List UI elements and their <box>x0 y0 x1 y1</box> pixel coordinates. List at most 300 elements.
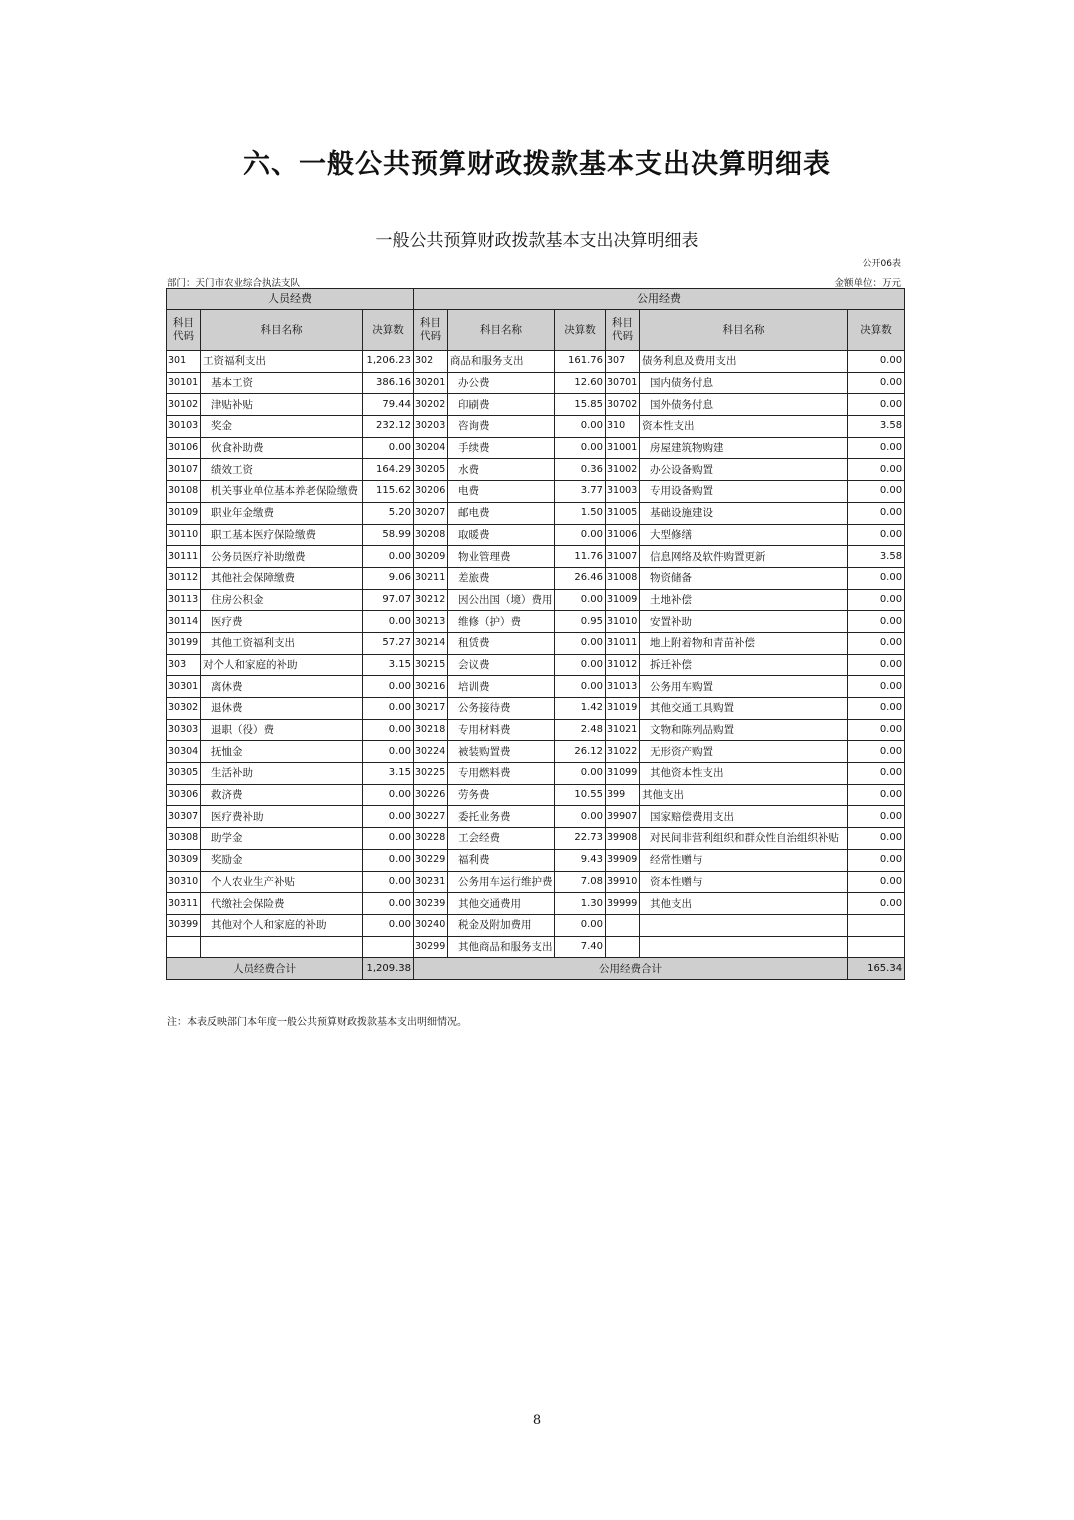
subject-name-cell: 劳务费 <box>448 784 555 806</box>
amount-cell: 0.00 <box>848 351 905 373</box>
amount-cell: 0.00 <box>363 437 414 459</box>
subject-name-cell: 生活补助 <box>201 763 363 785</box>
subject-code-cell: 30302 <box>167 698 201 720</box>
table-title: 一般公共预算财政拨款基本支出决算明细表 <box>375 231 699 251</box>
header-amount: 决算数 <box>848 310 905 351</box>
amount-cell: 0.00 <box>848 763 905 785</box>
amount-cell: 0.00 <box>848 806 905 828</box>
amount-cell <box>848 914 905 936</box>
subject-name-cell: 基本工资 <box>201 372 363 394</box>
subject-code-cell: 30205 <box>414 459 448 481</box>
subject-code-cell: 31022 <box>606 741 640 763</box>
subject-name-cell: 取暖费 <box>448 524 555 546</box>
subject-name-cell: 债务利息及费用支出 <box>640 351 848 373</box>
amount-cell: 0.00 <box>363 806 414 828</box>
subject-code-cell: 310 <box>606 416 640 438</box>
amount-cell: 0.00 <box>848 632 905 654</box>
subject-code-cell: 30207 <box>414 502 448 524</box>
subject-code-cell: 30305 <box>167 763 201 785</box>
subject-name-cell: 邮电费 <box>448 502 555 524</box>
subject-code-cell: 30399 <box>167 914 201 936</box>
subject-name-cell: 绩效工资 <box>201 459 363 481</box>
subject-name-cell: 地上附着物和青苗补偿 <box>640 632 848 654</box>
subject-name-cell: 其他交通工具购置 <box>640 698 848 720</box>
subject-code-cell: 30218 <box>414 719 448 741</box>
subject-code-cell: 31010 <box>606 611 640 633</box>
amount-cell: 164.29 <box>363 459 414 481</box>
subject-code-cell: 30108 <box>167 481 201 503</box>
subject-code-cell: 39907 <box>606 806 640 828</box>
subject-name-cell: 信息网络及软件购置更新 <box>640 546 848 568</box>
amount-cell: 0.00 <box>848 502 905 524</box>
subject-code-cell: 30309 <box>167 849 201 871</box>
subject-name-cell: 电费 <box>448 481 555 503</box>
group-personnel: 人员经费 <box>167 289 414 310</box>
amount-cell: 1.30 <box>555 893 606 915</box>
amount-cell: 26.46 <box>555 567 606 589</box>
subject-code-cell: 30311 <box>167 893 201 915</box>
table-row <box>167 567 905 589</box>
subject-code-cell: 31019 <box>606 698 640 720</box>
amount-cell: 0.00 <box>363 871 414 893</box>
amount-cell: 0.00 <box>363 719 414 741</box>
amount-cell: 0.00 <box>848 437 905 459</box>
subject-code-cell: 30202 <box>414 394 448 416</box>
table-row <box>167 481 905 503</box>
amount-cell: 3.77 <box>555 481 606 503</box>
subject-name-cell: 专用材料费 <box>448 719 555 741</box>
amount-cell: 0.00 <box>848 828 905 850</box>
subject-code-cell: 31003 <box>606 481 640 503</box>
amount-cell: 5.20 <box>363 502 414 524</box>
amount-cell: 7.40 <box>555 936 606 958</box>
subject-code-cell: 30201 <box>414 372 448 394</box>
subject-name-cell: 其他对个人和家庭的补助 <box>201 914 363 936</box>
table-row <box>167 437 905 459</box>
table-row <box>167 416 905 438</box>
subject-name-cell: 津贴补贴 <box>201 394 363 416</box>
amount-cell: 0.00 <box>848 611 905 633</box>
subject-name-cell: 房屋建筑物购建 <box>640 437 848 459</box>
subject-code-cell: 30702 <box>606 394 640 416</box>
table-row <box>167 502 905 524</box>
subject-name-cell: 文物和陈列品购置 <box>640 719 848 741</box>
amount-cell: 0.00 <box>555 806 606 828</box>
subject-name-cell: 福利费 <box>448 849 555 871</box>
subject-name-cell <box>640 914 848 936</box>
subject-code-cell: 30228 <box>414 828 448 850</box>
amount-cell: 26.12 <box>555 741 606 763</box>
subject-name-cell: 国内债务付息 <box>640 372 848 394</box>
subject-code-cell: 30308 <box>167 828 201 850</box>
amount-cell: 0.00 <box>848 719 905 741</box>
subject-name-cell: 基础设施建设 <box>640 502 848 524</box>
amount-cell: 12.60 <box>555 372 606 394</box>
amount-cell: 97.07 <box>363 589 414 611</box>
subject-name-cell: 其他社会保障缴费 <box>201 567 363 589</box>
subject-code-cell: 301 <box>167 351 201 373</box>
subject-name-cell: 物业管理费 <box>448 546 555 568</box>
amount-cell: 0.00 <box>555 676 606 698</box>
subject-code-cell: 31012 <box>606 654 640 676</box>
table-row <box>167 806 905 828</box>
amount-cell: 0.00 <box>363 914 414 936</box>
amount-cell: 0.00 <box>848 654 905 676</box>
subject-code-cell: 30304 <box>167 741 201 763</box>
subject-code-cell: 307 <box>606 351 640 373</box>
subject-name-cell: 离休费 <box>201 676 363 698</box>
table-row <box>167 719 905 741</box>
header-name: 科目名称 <box>448 310 555 351</box>
subject-name-cell: 工资福利支出 <box>201 351 363 373</box>
subject-code-cell: 303 <box>167 654 201 676</box>
amount-cell: 1.50 <box>555 502 606 524</box>
amount-cell: 0.00 <box>848 589 905 611</box>
amount-cell: 79.44 <box>363 394 414 416</box>
subject-name-cell: 土地补偿 <box>640 589 848 611</box>
subject-code-cell: 30199 <box>167 632 201 654</box>
subject-code-cell: 30107 <box>167 459 201 481</box>
group-public: 公用经费 <box>414 289 905 310</box>
subject-name-cell: 职业年金缴费 <box>201 502 363 524</box>
subject-name-cell: 租赁费 <box>448 632 555 654</box>
header-code: 科目代码 <box>414 310 448 351</box>
table-row <box>167 893 905 915</box>
subject-name-cell: 被装购置费 <box>448 741 555 763</box>
amount-cell: 0.00 <box>555 914 606 936</box>
subject-name-cell: 医疗费补助 <box>201 806 363 828</box>
amount-cell: 0.00 <box>363 611 414 633</box>
header-amount: 决算数 <box>363 310 414 351</box>
subject-code-cell: 30303 <box>167 719 201 741</box>
subject-code-cell: 30111 <box>167 546 201 568</box>
subject-name-cell: 机关事业单位基本养老保险缴费 <box>201 481 363 503</box>
header-code: 科目代码 <box>606 310 640 351</box>
amount-cell: 0.00 <box>363 828 414 850</box>
subject-code-cell: 30212 <box>414 589 448 611</box>
unit-label: 金额单位：万元 <box>834 278 901 289</box>
subject-code-cell: 30224 <box>414 741 448 763</box>
table-row <box>167 849 905 871</box>
amount-cell: 386.16 <box>363 372 414 394</box>
subject-code-cell: 30216 <box>414 676 448 698</box>
subject-name-cell: 助学金 <box>201 828 363 850</box>
subject-name-cell: 资本性支出 <box>640 416 848 438</box>
amount-cell: 0.00 <box>848 524 905 546</box>
subject-code-cell <box>606 936 640 958</box>
subject-name-cell: 专用燃料费 <box>448 763 555 785</box>
subject-code-cell: 31007 <box>606 546 640 568</box>
subject-code-cell: 30208 <box>414 524 448 546</box>
amount-cell: 0.36 <box>555 459 606 481</box>
amount-cell: 0.00 <box>555 632 606 654</box>
group-header-row <box>167 289 905 310</box>
subject-name-cell: 工会经费 <box>448 828 555 850</box>
table-row <box>167 763 905 785</box>
amount-cell: 0.00 <box>848 459 905 481</box>
subject-code-cell: 30301 <box>167 676 201 698</box>
subject-name-cell <box>640 936 848 958</box>
header-name: 科目名称 <box>640 310 848 351</box>
subject-code-cell: 30231 <box>414 871 448 893</box>
amount-cell: 0.00 <box>555 654 606 676</box>
amount-cell: 0.00 <box>848 698 905 720</box>
subject-code-cell: 30211 <box>414 567 448 589</box>
subject-code-cell: 30213 <box>414 611 448 633</box>
subject-name-cell: 会议费 <box>448 654 555 676</box>
public-total-label: 公用经费合计 <box>414 958 848 980</box>
subject-name-cell: 委托业务费 <box>448 806 555 828</box>
subject-code-cell: 30307 <box>167 806 201 828</box>
subject-code-cell: 30225 <box>414 763 448 785</box>
amount-cell: 0.00 <box>848 741 905 763</box>
amount-cell: 0.95 <box>555 611 606 633</box>
subject-name-cell: 代缴社会保险费 <box>201 893 363 915</box>
personnel-total-amount: 1,209.38 <box>363 958 414 980</box>
amount-cell: 0.00 <box>848 372 905 394</box>
subject-code-cell: 30306 <box>167 784 201 806</box>
table-row <box>167 784 905 806</box>
subject-code-cell: 30113 <box>167 589 201 611</box>
table-row <box>167 459 905 481</box>
subject-code-cell: 30114 <box>167 611 201 633</box>
subject-name-cell: 因公出国（境）费用 <box>448 589 555 611</box>
subject-code-cell: 39909 <box>606 849 640 871</box>
subject-code-cell: 39910 <box>606 871 640 893</box>
subject-name-cell: 物资储备 <box>640 567 848 589</box>
table-row <box>167 524 905 546</box>
subject-code-cell: 39999 <box>606 893 640 915</box>
table-row <box>167 828 905 850</box>
amount-cell: 0.00 <box>363 546 414 568</box>
subject-name-cell: 个人农业生产补贴 <box>201 871 363 893</box>
subject-code-cell: 30299 <box>414 936 448 958</box>
subject-name-cell: 奖金 <box>201 416 363 438</box>
table-row <box>167 351 905 373</box>
subject-code-cell: 30112 <box>167 567 201 589</box>
table-row <box>167 698 905 720</box>
subject-code-cell: 30106 <box>167 437 201 459</box>
amount-cell: 0.00 <box>363 741 414 763</box>
subject-name-cell: 商品和服务支出 <box>448 351 555 373</box>
table-row <box>167 654 905 676</box>
amount-cell: 0.00 <box>555 763 606 785</box>
subject-code-cell: 30227 <box>414 806 448 828</box>
amount-cell: 161.76 <box>555 351 606 373</box>
table-row <box>167 589 905 611</box>
subject-code-cell: 30214 <box>414 632 448 654</box>
subject-code-cell: 30101 <box>167 372 201 394</box>
subject-name-cell: 奖励金 <box>201 849 363 871</box>
subject-name-cell: 其他交通费用 <box>448 893 555 915</box>
department-label: 部门：天门市农业综合执法支队 <box>167 278 301 289</box>
header-name: 科目名称 <box>201 310 363 351</box>
subject-name-cell: 公务员医疗补助缴费 <box>201 546 363 568</box>
table-row <box>167 394 905 416</box>
amount-cell: 0.00 <box>848 893 905 915</box>
amount-cell: 0.00 <box>848 481 905 503</box>
subject-code-cell: 31009 <box>606 589 640 611</box>
table-note: 注：本表反映部门本年度一般公共预算财政拨款基本支出明细情况。 <box>167 1017 467 1028</box>
amount-cell: 0.00 <box>555 416 606 438</box>
amount-cell: 22.73 <box>555 828 606 850</box>
amount-cell: 115.62 <box>363 481 414 503</box>
subject-name-cell: 救济费 <box>201 784 363 806</box>
amount-cell: 3.58 <box>848 546 905 568</box>
subject-name-cell: 其他工资福利支出 <box>201 632 363 654</box>
subject-name-cell: 国家赔偿费用支出 <box>640 806 848 828</box>
subject-name-cell: 维修（护）费 <box>448 611 555 633</box>
subject-name-cell: 手续费 <box>448 437 555 459</box>
form-number: 公开06表 <box>862 259 901 269</box>
amount-cell: 0.00 <box>363 784 414 806</box>
subject-name-cell: 咨询费 <box>448 416 555 438</box>
subject-name-cell: 国外债务付息 <box>640 394 848 416</box>
subject-code-cell: 30240 <box>414 914 448 936</box>
subject-name-cell: 印刷费 <box>448 394 555 416</box>
subject-name-cell: 公务用车购置 <box>640 676 848 698</box>
table-row <box>167 632 905 654</box>
amount-cell: 0.00 <box>848 394 905 416</box>
subject-name-cell: 退职（役）费 <box>201 719 363 741</box>
amount-cell <box>848 936 905 958</box>
subject-name-cell: 职工基本医疗保险缴费 <box>201 524 363 546</box>
subject-name-cell: 其他支出 <box>640 893 848 915</box>
subject-name-cell <box>201 936 363 958</box>
subject-code-cell: 30203 <box>414 416 448 438</box>
amount-cell: 57.27 <box>363 632 414 654</box>
subject-name-cell: 其他资本性支出 <box>640 763 848 785</box>
subject-name-cell: 办公费 <box>448 372 555 394</box>
table-row <box>167 914 905 936</box>
subject-code-cell: 31021 <box>606 719 640 741</box>
amount-cell: 0.00 <box>848 784 905 806</box>
subject-name-cell: 对个人和家庭的补助 <box>201 654 363 676</box>
amount-cell: 1,206.23 <box>363 351 414 373</box>
subject-code-cell: 30206 <box>414 481 448 503</box>
subject-name-cell: 安置补助 <box>640 611 848 633</box>
column-header-row <box>167 310 905 351</box>
amount-cell: 11.76 <box>555 546 606 568</box>
amount-cell: 0.00 <box>363 893 414 915</box>
subject-code-cell: 31002 <box>606 459 640 481</box>
subject-name-cell: 税金及附加费用 <box>448 914 555 936</box>
table-row <box>167 936 905 958</box>
subject-code-cell: 30102 <box>167 394 201 416</box>
subject-code-cell: 30229 <box>414 849 448 871</box>
amount-cell: 0.00 <box>848 676 905 698</box>
subject-name-cell: 无形资产购置 <box>640 741 848 763</box>
subject-name-cell: 抚恤金 <box>201 741 363 763</box>
subject-code-cell <box>606 914 640 936</box>
amount-cell: 9.43 <box>555 849 606 871</box>
subject-code-cell: 30226 <box>414 784 448 806</box>
subject-name-cell: 公务接待费 <box>448 698 555 720</box>
amount-cell: 0.00 <box>848 567 905 589</box>
subject-code-cell: 31099 <box>606 763 640 785</box>
subject-name-cell: 专用设备购置 <box>640 481 848 503</box>
personnel-total-label: 人员经费合计 <box>167 958 363 980</box>
amount-cell: 0.00 <box>555 437 606 459</box>
subject-name-cell: 医疗费 <box>201 611 363 633</box>
table-row <box>167 546 905 568</box>
subject-code-cell: 30310 <box>167 871 201 893</box>
amount-cell: 9.06 <box>363 567 414 589</box>
subject-name-cell: 办公设备购置 <box>640 459 848 481</box>
subject-name-cell: 公务用车运行维护费 <box>448 871 555 893</box>
amount-cell: 3.58 <box>848 416 905 438</box>
subject-code-cell: 30239 <box>414 893 448 915</box>
table-row <box>167 741 905 763</box>
subject-code-cell: 30209 <box>414 546 448 568</box>
amount-cell: 0.00 <box>848 871 905 893</box>
table-row <box>167 611 905 633</box>
subject-name-cell: 水费 <box>448 459 555 481</box>
subject-code-cell: 30217 <box>414 698 448 720</box>
totals-row <box>167 958 905 980</box>
subject-code-cell: 30109 <box>167 502 201 524</box>
subject-code-cell <box>167 936 201 958</box>
subject-name-cell: 大型修缮 <box>640 524 848 546</box>
subject-code-cell: 31008 <box>606 567 640 589</box>
subject-code-cell: 31011 <box>606 632 640 654</box>
subject-code-cell: 30204 <box>414 437 448 459</box>
subject-code-cell: 31001 <box>606 437 640 459</box>
subject-name-cell: 其他支出 <box>640 784 848 806</box>
subject-name-cell: 拆迁补偿 <box>640 654 848 676</box>
subject-code-cell: 31006 <box>606 524 640 546</box>
amount-cell: 58.99 <box>363 524 414 546</box>
public-total-amount: 165.34 <box>848 958 905 980</box>
amount-cell: 0.00 <box>363 849 414 871</box>
table-row <box>167 871 905 893</box>
subject-name-cell: 其他商品和服务支出 <box>448 936 555 958</box>
subject-code-cell: 399 <box>606 784 640 806</box>
amount-cell: 3.15 <box>363 654 414 676</box>
amount-cell: 15.85 <box>555 394 606 416</box>
amount-cell: 10.55 <box>555 784 606 806</box>
subject-name-cell: 对民间非营利组织和群众性自治组织补贴 <box>640 828 848 850</box>
amount-cell: 0.00 <box>555 589 606 611</box>
subject-code-cell: 39908 <box>606 828 640 850</box>
subject-code-cell: 30110 <box>167 524 201 546</box>
page-title: 六、一般公共预算财政拨款基本支出决算明细表 <box>243 149 831 180</box>
table-row <box>167 676 905 698</box>
subject-code-cell: 30215 <box>414 654 448 676</box>
page-number: 8 <box>532 1413 542 1428</box>
budget-table <box>166 288 905 980</box>
subject-code-cell: 31005 <box>606 502 640 524</box>
subject-name-cell: 退休费 <box>201 698 363 720</box>
header-code: 科目代码 <box>167 310 201 351</box>
subject-name-cell: 资本性赠与 <box>640 871 848 893</box>
amount-cell: 1.42 <box>555 698 606 720</box>
subject-name-cell: 伙食补助费 <box>201 437 363 459</box>
subject-name-cell: 差旅费 <box>448 567 555 589</box>
subject-code-cell: 302 <box>414 351 448 373</box>
header-amount: 决算数 <box>555 310 606 351</box>
amount-cell: 232.12 <box>363 416 414 438</box>
amount-cell: 2.48 <box>555 719 606 741</box>
subject-code-cell: 30103 <box>167 416 201 438</box>
subject-code-cell: 31013 <box>606 676 640 698</box>
subject-name-cell: 住房公积金 <box>201 589 363 611</box>
amount-cell: 0.00 <box>848 849 905 871</box>
table-row <box>167 372 905 394</box>
amount-cell <box>363 936 414 958</box>
amount-cell: 0.00 <box>363 676 414 698</box>
amount-cell: 3.15 <box>363 763 414 785</box>
